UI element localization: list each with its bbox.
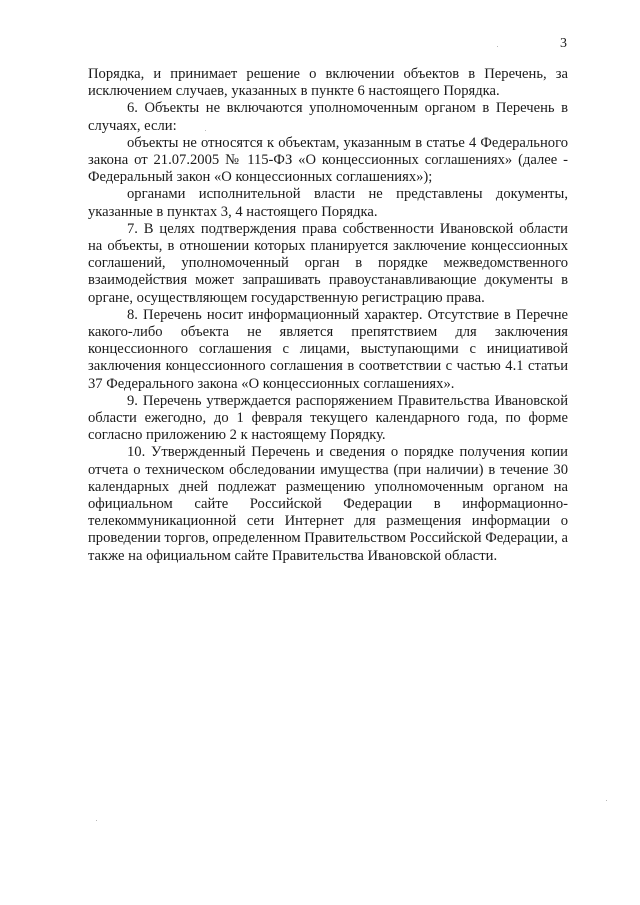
paragraph-item-6-case-1: объекты не относятся к объектам, указанным в статье 4 Федерального закона от 21.07.2005 № 115-ФЗ «О концессионных соглашениях» (далее - Федеральный закон «О концессионных соглашениях»); — [88, 134, 568, 186]
scan-speck — [205, 130, 206, 131]
scan-speck — [96, 820, 97, 821]
paragraph-item-6-case-2: органами исполнительной власти не представлены документы, указанные в пунктах 3, 4 настоящего Порядка. — [88, 186, 568, 220]
paragraph-item-7: 7. В целях подтверждения права собственности Ивановской области на объекты, в отношении которых планируется заключение концессионных соглашений, уполномоченный орган в порядке межведомственного взаимодействия может запрашивать правоустанавливающие документы в органе, осуществляющем государственную регистрацию права. — [88, 220, 568, 306]
document-body — [88, 66, 568, 565]
paragraph-item-6: 6. Объекты не включаются уполномоченным органом в Перечень в случаях, если: — [88, 100, 568, 134]
paragraph-continuation: Порядка, и принимает решение о включении объектов в Перечень, за исключением случаев, указанных в пункте 6 настоящего Порядка. — [88, 66, 568, 100]
paragraph-item-9: 9. Перечень утверждается распоряжением Правительства Ивановской области ежегодно, до 1 февраля текущего календарного года, по форме согласно приложению 2 к настоящему Порядку. — [88, 392, 568, 444]
scan-speck — [497, 46, 498, 47]
paragraph-item-8: 8. Перечень носит информационный характер. Отсутствие в Перечне какого-либо объекта не является препятствием для заключения концессионного соглашения с лицами, выступающими с инициативой заключения концессионного соглашения в соответствии с частью 4.1 статьи 37 Федерального закона «О концессионных соглашениях». — [88, 306, 568, 392]
paragraph-item-10: 10. Утвержденный Перечень и сведения о порядке получения копии отчета о техническом обследовании имущества (при наличии) в течение 30 календарных дней подлежат размещению уполномоченным органом на официальном сайте Российской Федерации в информационно-телекоммуникационной сети Интернет для размещения информации о проведении торгов, определенном Правительством Российской Федерации, а также на официальном сайте Правительства Ивановской области. — [88, 444, 568, 564]
page-number: 3 — [560, 36, 567, 51]
scan-speck — [606, 800, 607, 801]
